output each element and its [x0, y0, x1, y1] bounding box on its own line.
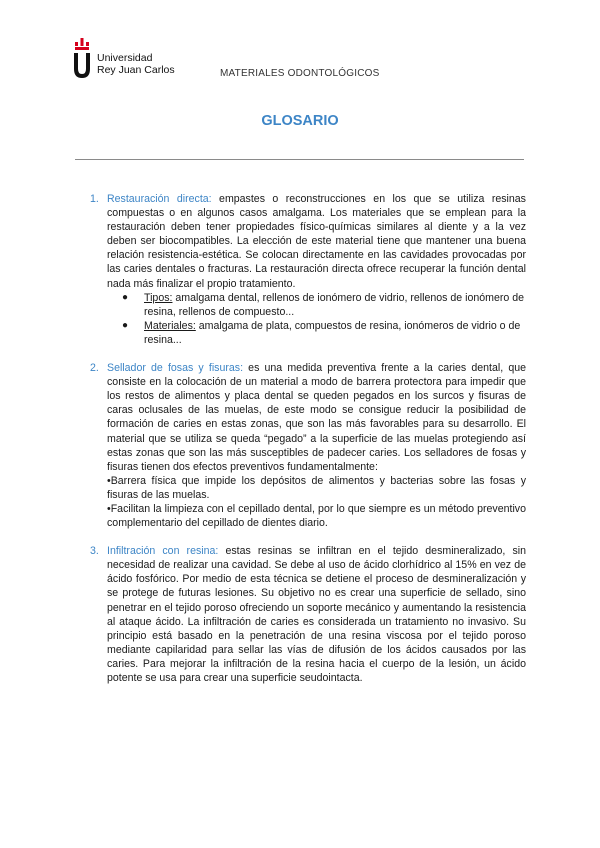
entry-definition — [107, 544, 526, 685]
title-divider — [75, 159, 524, 160]
university-logo — [72, 34, 192, 82]
bullet-icon: ● — [122, 291, 129, 303]
entry-text: es una medida preventiva frente a la caries dental, que consiste en la colocación de un material a modo de barrera protectora para impedir que los restos de alimentos y placa dental se queden pegados en los surcos y fisuras de caras oclusales de las muelas, de este modo se consigue reducir la posibilidad de formación de caries en estas zonas, que son las más favorables para su desarrollo. El material que se utiliza se queda “pegado” a la superficie de las muelas protegiendo así estas zonas que son las más susceptibles de padecer caries. Los selladores de fosas y fisuras tienen dos efectos preventivos fundamentalmente: — [107, 362, 527, 473]
entry-definition — [107, 192, 526, 291]
entry-text: estas resinas se infiltran en el tejido desmineralizado, sin necesidad de realizar una cavidad. Se debe al uso de ácido clorhídrico al 15% en vez de ácido fosfórico. Por medio de esta técnica se detiene el proceso de desmineralización y se protege de futuras lesiones. Su objetivo no es crear una superficie de sellado, sino penetrar en el tejido poroso ofreciendo un soporte mecánico y aumentando la resistencia al ataque ácido. La infiltración de caries es considerada un tratamiento no invasivo. Su principio está basado en la penetración de una resina viscosa por el tejido poroso mediante capilaridad para sellar las vías de difusión de los ácidos causados por las caries. Para mejorar la infiltración de la resina hacia el cuerpo de la lesión, un ácido potente se usa para crear una superficie seudointacta. — [107, 545, 527, 684]
entry-effect: •Facilitan la limpieza con el cepillado dental, por lo que siempre es un método preventivo complementario del cepillado de dientes diario. — [107, 502, 526, 530]
list-item — [107, 319, 526, 347]
entry-effect: •Barrera física que impide los depósitos de alimentos y bacterias sobre las fosas y fisuras de las muelas. — [107, 474, 526, 501]
glossary-entry-infiltracion-resina — [90, 544, 527, 685]
institution-name-line1: Universidad — [97, 52, 153, 64]
bullet-text: amalgama dental, rellenos de ionómero de vidrio, rellenos de ionómero de resina, rellenos de compuesto... — [144, 291, 525, 318]
page-header — [72, 34, 542, 84]
institution-name-line2: Rey Juan Carlos — [97, 64, 175, 76]
entry-definition — [107, 361, 526, 474]
entry-number: 3. — [90, 545, 99, 558]
institution-name — [97, 52, 175, 76]
entry-term: Restauración directa: — [107, 193, 212, 205]
bullet-label: Tipos: — [144, 291, 173, 304]
entry-term: Sellador de fosas y fisuras: — [107, 362, 244, 375]
bullet-text: amalgama de plata, compuestos de resina, ionómeros de vidrio o de resina... — [144, 319, 521, 346]
entry-text: empastes o reconstrucciones en los que se utiliza resinas compuestas o en algunos casos amalgama. Los materiales que se emplean para la restauración deben tener propiedades físico-químicas similares al diente y a la vez deben ser biocompatibles. La elección de este material tiene que mantener una buena relación resistencia-estética. Se colocan directamente en las cavidades provocadas por las caries dentales o fracturas. La restauración directa ofrece recuperar la función dental nada más finalizar el propio tratamiento. — [107, 193, 526, 290]
entry-bullet-list — [107, 291, 526, 347]
glossary-list — [90, 192, 527, 699]
page-title: GLOSARIO — [261, 113, 339, 129]
list-item — [107, 291, 526, 319]
bullet-label: Materiales: — [144, 319, 196, 332]
document-subject: MATERIALES ODONTOLÓGICOS — [220, 68, 380, 79]
bullet-icon: ● — [122, 319, 129, 331]
glossary-entry-restauracion-directa — [90, 192, 526, 347]
entry-number: 2. — [90, 362, 99, 375]
entry-term: Infiltración con resina: — [107, 545, 219, 558]
urjc-crown-logo-icon — [72, 36, 92, 80]
entry-number: 1. — [90, 193, 99, 205]
glossary-entry-sellador-fosas-fisuras — [90, 361, 527, 530]
